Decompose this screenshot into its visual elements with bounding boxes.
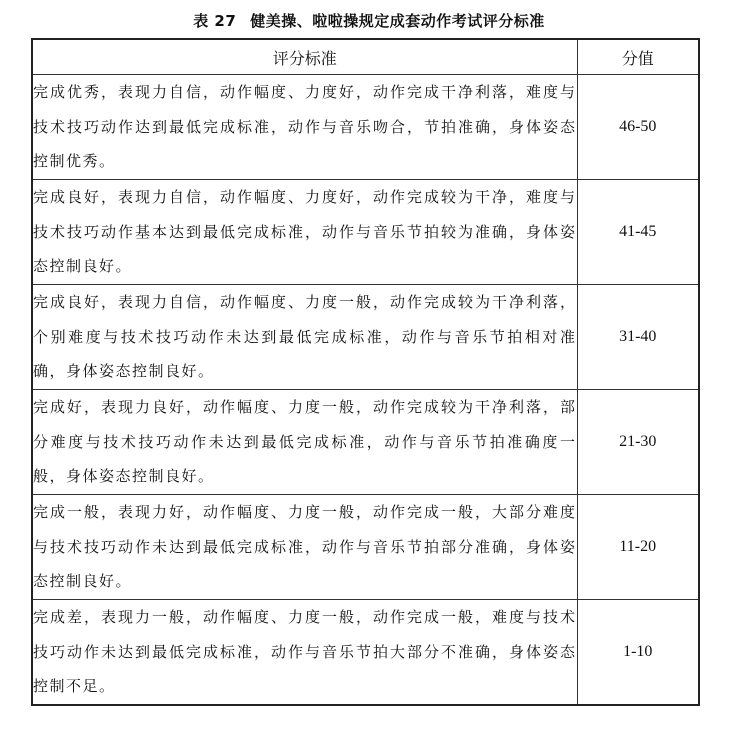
table-title: 健美操、啦啦操规定成套动作考试评分标准 (250, 12, 545, 30)
score-cell: 11-20 (577, 495, 699, 600)
table-row (32, 180, 699, 285)
score-cell: 21-30 (577, 390, 699, 495)
header-row (32, 39, 699, 75)
table-number: 表 27 (193, 12, 237, 30)
table-caption (0, 10, 738, 31)
criteria-column-header: 评分标准 (32, 39, 577, 75)
table-row (32, 495, 699, 600)
table-row (32, 600, 699, 706)
score-cell: 46-50 (577, 75, 699, 180)
score-cell: 1-10 (577, 600, 699, 706)
criteria-cell: 完成差，表现力一般，动作幅度、力度一般，动作完成一般，难度与技术技巧动作未达到最低完成标准，动作与音乐节拍大部分不准确，身体姿态控制不足。 (32, 600, 577, 706)
criteria-cell: 完成良好，表现力自信，动作幅度、力度一般，动作完成较为干净利落，个别难度与技术技巧动作未达到最低完成标准，动作与音乐节拍相对准确，身体姿态控制良好。 (32, 285, 577, 390)
criteria-cell: 完成优秀，表现力自信，动作幅度、力度好，动作完成干净利落，难度与技术技巧动作达到最低完成标准，动作与音乐吻合，节拍准确，身体姿态控制优秀。 (32, 75, 577, 180)
criteria-cell: 完成一般，表现力好，动作幅度、力度一般，动作完成一般，大部分难度与技术技巧动作未达到最低完成标准，动作与音乐节拍部分准确，身体姿态控制良好。 (32, 495, 577, 600)
score-column-header: 分值 (577, 39, 699, 75)
table-row (32, 390, 699, 495)
criteria-cell: 完成好，表现力良好，动作幅度、力度一般，动作完成较为干净利落，部分难度与技术技巧动作未达到最低完成标准，动作与音乐节拍准确度一般，身体姿态控制良好。 (32, 390, 577, 495)
table-row (32, 285, 699, 390)
score-cell: 31-40 (577, 285, 699, 390)
score-cell: 41-45 (577, 180, 699, 285)
criteria-cell: 完成良好，表现力自信，动作幅度、力度好，动作完成较为干净，难度与技术技巧动作基本达到最低完成标准，动作与音乐节拍较为准确，身体姿态控制良好。 (32, 180, 577, 285)
table-row (32, 75, 699, 180)
scoring-table (31, 38, 700, 706)
